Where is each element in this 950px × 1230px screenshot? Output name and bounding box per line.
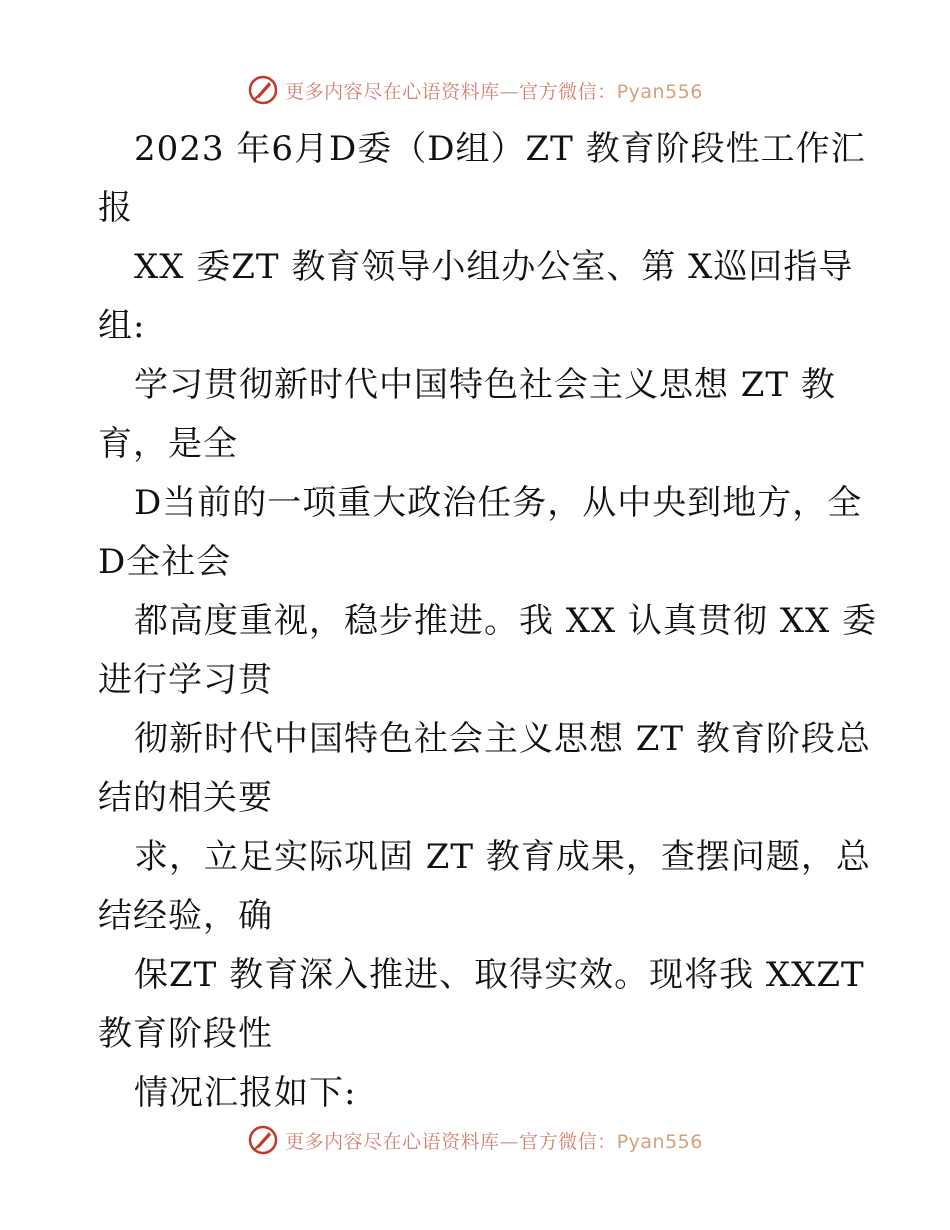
paragraph-title (98, 120, 866, 238)
paragraph (98, 710, 871, 828)
line: 求，立足实际巩固 ZT 教育成果，查摆问题，总 (134, 837, 871, 877)
line: 2023 年6月D委（D组）ZT 教育阶段性工作汇 (134, 129, 866, 169)
watermark-id: Pyan556 (616, 1130, 703, 1153)
line: 报 (98, 188, 133, 228)
line: 学习贯彻新时代中国特色社会主义思想 ZT 教 (134, 365, 836, 405)
line: 结经验，确 (98, 896, 273, 936)
watermark-dash: — (499, 80, 520, 103)
watermark-text (285, 77, 703, 104)
line: XX 委ZT 教育领导小组办公室、第 X巡回指导 (134, 247, 854, 287)
watermark-text (285, 1127, 703, 1154)
line: 结的相关要 (98, 778, 273, 818)
watermark-dash: — (499, 1130, 520, 1153)
watermark-main: 更多内容尽在心语资料库 (285, 80, 500, 103)
paragraph (98, 828, 871, 946)
document-body (98, 120, 878, 1123)
watermark-id: Pyan556 (616, 80, 703, 103)
paragraph-addressee (98, 238, 858, 356)
line: D当前的一项重大政治任务，从中央到地方，全 (134, 483, 863, 523)
paragraph (98, 592, 878, 710)
line: 组: (98, 306, 146, 346)
line: 教育阶段性 (98, 1014, 273, 1054)
quill-logo-icon (247, 1124, 279, 1156)
paragraph (98, 1064, 858, 1123)
paragraph (98, 946, 865, 1064)
paragraph (98, 356, 858, 474)
line: 保ZT 教育深入推进、取得实效。现将我 XXZT (134, 955, 865, 995)
line: D全社会 (98, 542, 232, 582)
paragraph (98, 474, 863, 592)
line: 进行学习贯 (98, 660, 273, 700)
line: 情况汇报如下: (134, 1073, 357, 1113)
watermark-footer (0, 1120, 950, 1160)
watermark-official: 官方微信： (519, 80, 617, 103)
line: 都高度重视，稳步推进。我 XX 认真贯彻 XX 委 (134, 601, 878, 641)
line: 育，是全 (98, 424, 238, 464)
line: 彻新时代中国特色社会主义思想 ZT 教育阶段总 (134, 719, 871, 759)
quill-logo-icon (247, 74, 279, 106)
watermark-official: 官方微信： (519, 1130, 617, 1153)
watermark-main: 更多内容尽在心语资料库 (285, 1130, 500, 1153)
watermark-header (0, 70, 950, 110)
